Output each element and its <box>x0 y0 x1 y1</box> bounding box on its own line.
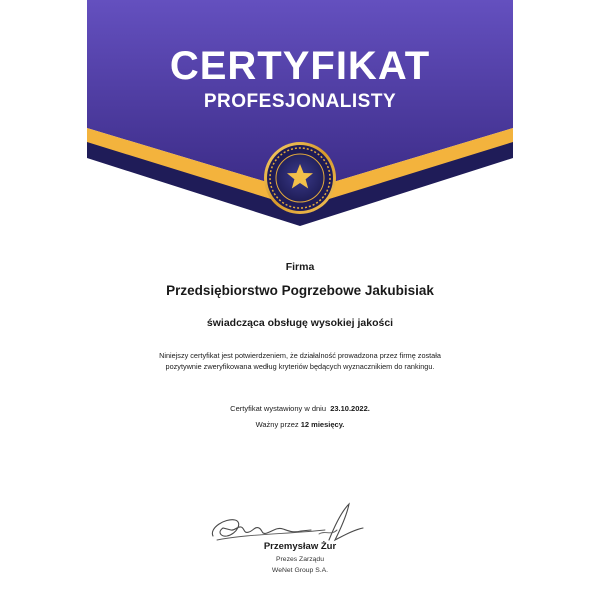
header-banner <box>87 0 513 240</box>
valid-prefix: Ważny przez <box>255 420 299 429</box>
signer-company: WeNet Group S.A. <box>271 567 329 574</box>
signer-name: Przemysław Żur <box>263 541 337 552</box>
company-name: Przedsiębiorstwo Pogrzebowe Jakubisiak <box>166 283 434 298</box>
issued-prefix: Certyfikat wystawiony w dniu <box>230 404 327 413</box>
valid-period: 12 miesięcy. <box>300 420 345 429</box>
valid-line <box>87 419 513 430</box>
certificate-title: CERTYFIKAT <box>169 44 431 88</box>
signer-role: Prezes Zarządu <box>276 556 324 563</box>
description: Niniejszy certyfikat jest potwierdzeniem, że działalność prowadzona przez firmę została pozytywnie zweryfikowana według kryteriów będących wyznacznikiem do rankingu. <box>159 351 441 371</box>
firma-label: Firma <box>285 261 315 273</box>
issued-line <box>87 403 513 414</box>
badge-medal <box>264 142 336 214</box>
certificate-subtitle: PROFESJONALISTY <box>203 91 397 112</box>
certificate <box>87 0 513 600</box>
tagline: świadcząca obsługę wysokiej jakości <box>206 317 394 329</box>
issued-date: 23.10.2022. <box>330 404 370 413</box>
